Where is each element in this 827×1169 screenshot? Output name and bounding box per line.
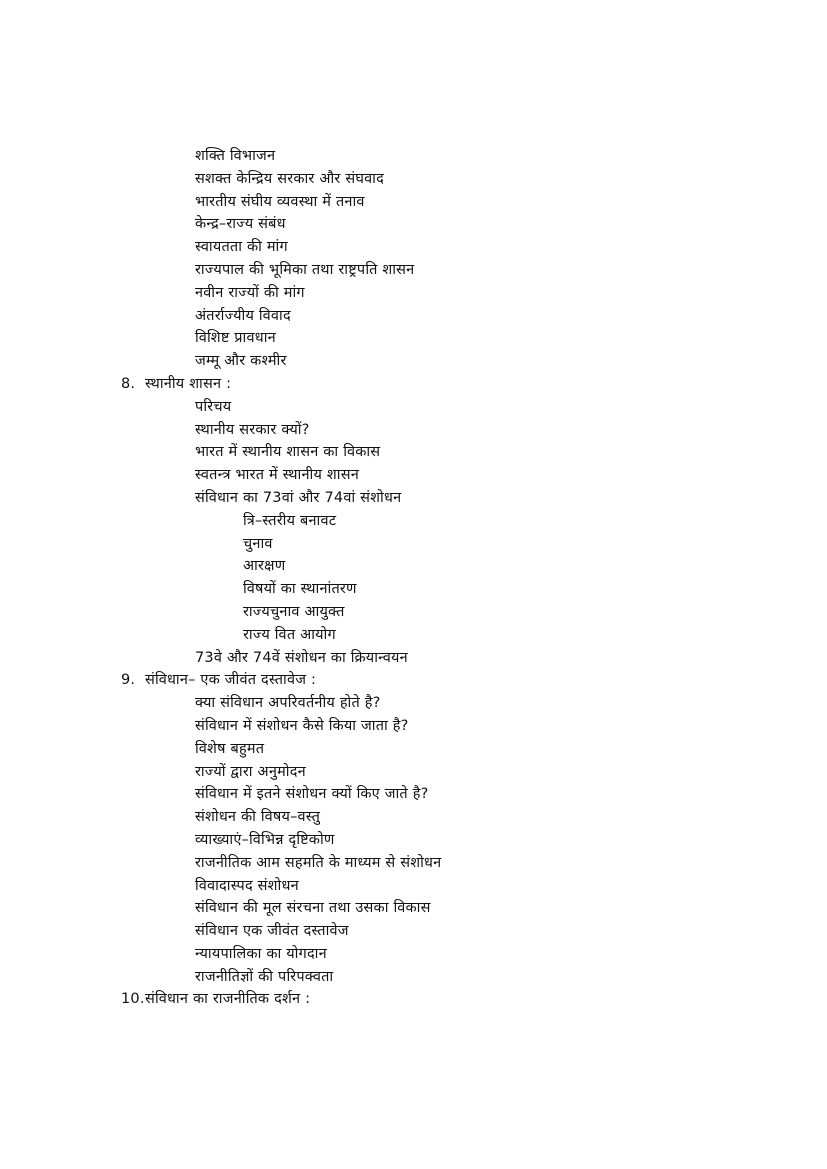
list-item: केन्द्र–राज्य संबंध bbox=[195, 216, 286, 233]
section-number: 10. bbox=[121, 991, 145, 1008]
list-item: 73वे और 74वें संशोधन का क्रियान्वयन bbox=[195, 649, 408, 666]
list-item: स्वतन्त्र भारत में स्थानीय शासन bbox=[195, 467, 359, 484]
list-item: जम्मू और कश्मीर bbox=[195, 353, 287, 370]
section-heading-9 bbox=[0, 669, 827, 692]
sub-list-item: त्रि–स्तरीय बनावट bbox=[243, 512, 337, 529]
list-item: संविधान का 73वां और 74वां संशोधन bbox=[195, 489, 402, 506]
sub-list-item: आरक्षण bbox=[243, 558, 286, 575]
sub-list-item: राज्य वित आयोग bbox=[243, 626, 336, 643]
list-item: विशिष्ट प्रावधान bbox=[195, 330, 276, 347]
list-item: राजनीतिज्ञों की परिपक्वता bbox=[195, 968, 334, 985]
list-item: स्वायतता की मांग bbox=[195, 239, 288, 256]
list-item: संविधान में इतने संशोधन क्यों किए जाते है? bbox=[195, 786, 429, 803]
list-item: संशोधन की विषय–वस्तु bbox=[195, 809, 321, 826]
list-item: शक्ति विभाजन bbox=[195, 148, 276, 164]
section-number: 9. bbox=[121, 672, 136, 689]
list-item: परिचय bbox=[195, 398, 232, 415]
list-item: संविधान में संशोधन कैसे किया जाता है? bbox=[195, 717, 409, 734]
list-item: भारत में स्थानीय शासन का विकास bbox=[195, 444, 381, 461]
list-item: सशक्त केन्द्रिय सरकार और संघवाद bbox=[195, 170, 385, 187]
list-item: राजनीतिक आम सहमति के माध्यम से संशोधन bbox=[195, 854, 442, 871]
list-item: राज्यपाल की भूमिका तथा राष्ट्रपति शासन bbox=[195, 261, 415, 278]
section-heading-10 bbox=[0, 988, 827, 1011]
list-item: स्थानीय सरकार क्यों? bbox=[195, 421, 310, 438]
syllabus-list bbox=[0, 145, 827, 1011]
section-number: 8. bbox=[121, 375, 136, 392]
sub-list-item: राज्यचुनाव आयुक्त bbox=[243, 603, 345, 620]
list-item: क्या संविधान अपरिवर्तनीय होते है? bbox=[195, 695, 381, 712]
list-item: संविधान एक जीवंत दस्तावेज bbox=[195, 923, 349, 940]
list-item: भारतीय संघीय व्यवस्था में तनाव bbox=[195, 193, 365, 210]
section-title: स्थानीय शासन : bbox=[145, 375, 232, 392]
section-title: संविधान– एक जीवंत दस्तावेज : bbox=[145, 672, 317, 689]
section-title: संविधान का राजनीतिक दर्शन : bbox=[145, 991, 311, 1008]
list-item: न्यायपालिका का योगदान bbox=[195, 945, 327, 962]
section-heading-8 bbox=[0, 373, 827, 396]
list-item: अंतर्राज्यीय विवाद bbox=[195, 307, 291, 324]
list-item: व्याख्याएं–विभिन्न दृष्टिकोण bbox=[195, 831, 335, 848]
list-item: संविधान की मूल संरचना तथा उसका विकास bbox=[195, 900, 431, 917]
list-item: नवीन राज्यों की मांग bbox=[195, 284, 305, 301]
list-item: राज्यों द्वारा अनुमोदन bbox=[195, 763, 306, 780]
list-item: विवादास्पद संशोधन bbox=[195, 877, 299, 894]
list-item: विशेष बहुमत bbox=[195, 740, 265, 757]
sub-list-item: चुनाव bbox=[243, 535, 273, 552]
sub-list-item: विषयों का स्थानांतरण bbox=[243, 581, 357, 598]
